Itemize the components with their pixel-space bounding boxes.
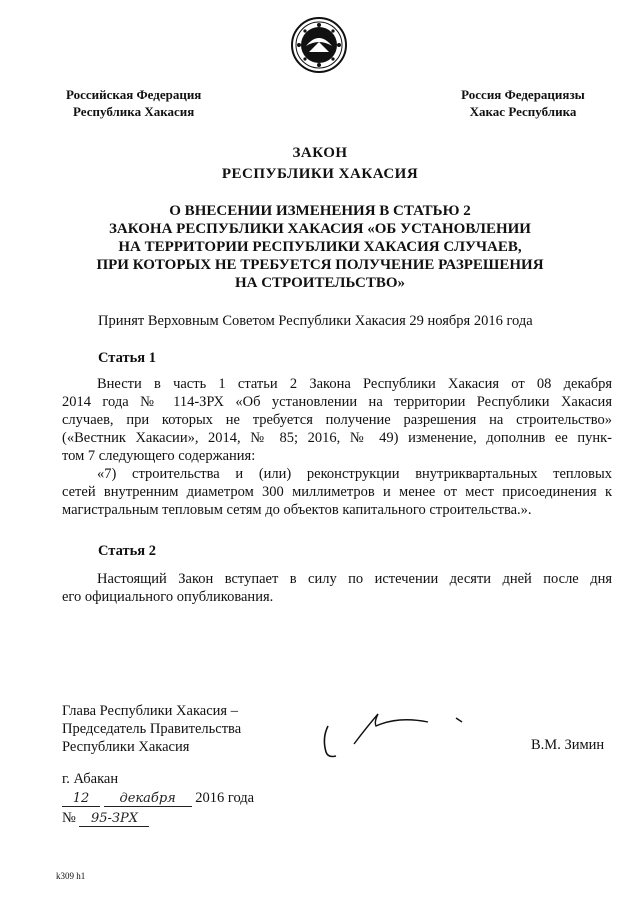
law-type-line1: ЗАКОН	[292, 145, 348, 161]
handwritten-day: 12	[62, 791, 100, 807]
signing-date	[62, 790, 254, 807]
law-type-heading	[0, 143, 640, 185]
title-line: НА СТРОИТЕЛЬСТВО»	[234, 275, 406, 291]
signatory-line1: Глава Республики Хакасия –	[62, 703, 238, 719]
article-1-line: Внести в часть 1 статьи 2 Закона Республики Хакасия от 08 декабря	[97, 376, 612, 392]
handwritten-signature	[318, 704, 468, 764]
article-2-text	[62, 570, 612, 606]
article-1-quote-line: сетей внутренним диаметром 300 миллиметров и менее от мест присоединения к	[62, 484, 612, 500]
document-code: k309 h1	[56, 871, 86, 881]
law-title	[0, 202, 640, 292]
header-right	[448, 86, 598, 120]
article-2-line: Настоящий Закон вступает в силу по истечении десяти дней после дня	[97, 571, 612, 587]
signatory-title	[62, 702, 241, 756]
signer-name: В.М. Зимин	[531, 737, 605, 753]
handwritten-month: декабря	[104, 791, 192, 807]
date-year: 2016 года	[195, 790, 255, 806]
signatory-line2: Председатель Правительства	[62, 721, 242, 737]
article-1-line: («Вестник Хакасии», 2014, № 85; 2016, № 49) изменение, дополнив ее пунк-	[62, 430, 612, 446]
number-sign: №	[62, 810, 76, 826]
article-1-heading: Статья 1	[98, 350, 156, 366]
article-1-text	[62, 375, 612, 519]
article-1-line: случаев, при которых не требуется получение разрешения на строительство»	[62, 412, 612, 428]
title-line: НА ТЕРРИТОРИИ РЕСПУБЛИКИ ХАКАСИЯ СЛУЧАЕВ,	[118, 239, 522, 255]
republic-emblem-icon	[290, 16, 348, 74]
header-left	[66, 86, 201, 120]
article-2-line: его официального опубликования.	[62, 589, 274, 605]
header-left-line2: Республика Хакасия	[73, 104, 195, 119]
article-1-line: том 7 следующего содержания:	[62, 448, 256, 464]
header-right-line2: Хакас Республика	[469, 104, 577, 119]
article-1-line: 2014 года № 114-ЗРХ «Об установлении на территории Республики Хакасия	[62, 394, 612, 410]
article-2-heading: Статья 2	[98, 543, 156, 559]
place-of-signing: г. Абакан	[62, 771, 119, 787]
law-number	[62, 810, 149, 827]
article-1-quote-line: магистральным тепловым сетям до объектов капитального строительства.».	[62, 502, 532, 518]
header-left-line1: Российская Федерация	[66, 87, 202, 102]
title-line: ЗАКОНА РЕСПУБЛИКИ ХАКАСИЯ «ОБ УСТАНОВЛЕНИИ	[109, 221, 531, 237]
header-right-line1: Россия Федерациязы	[461, 87, 585, 102]
signatory-line3: Республики Хакасия	[62, 739, 190, 755]
title-line: ПРИ КОТОРЫХ НЕ ТРЕБУЕТСЯ ПОЛУЧЕНИЕ РАЗРЕШЕНИЯ	[96, 257, 544, 273]
handwritten-law-number: 95-ЗРХ	[79, 811, 149, 827]
article-1-quote-line: «7) строительства и (или) реконструкции внутриквартальных тепловых	[97, 466, 612, 482]
title-line: О ВНЕСЕНИИ ИЗМЕНЕНИЯ В СТАТЬЮ 2	[169, 203, 471, 219]
adoption-note: Принят Верховным Советом Республики Хакасия 29 ноября 2016 года	[98, 313, 533, 329]
law-type-line2: РЕСПУБЛИКИ ХАКАСИЯ	[221, 166, 419, 182]
